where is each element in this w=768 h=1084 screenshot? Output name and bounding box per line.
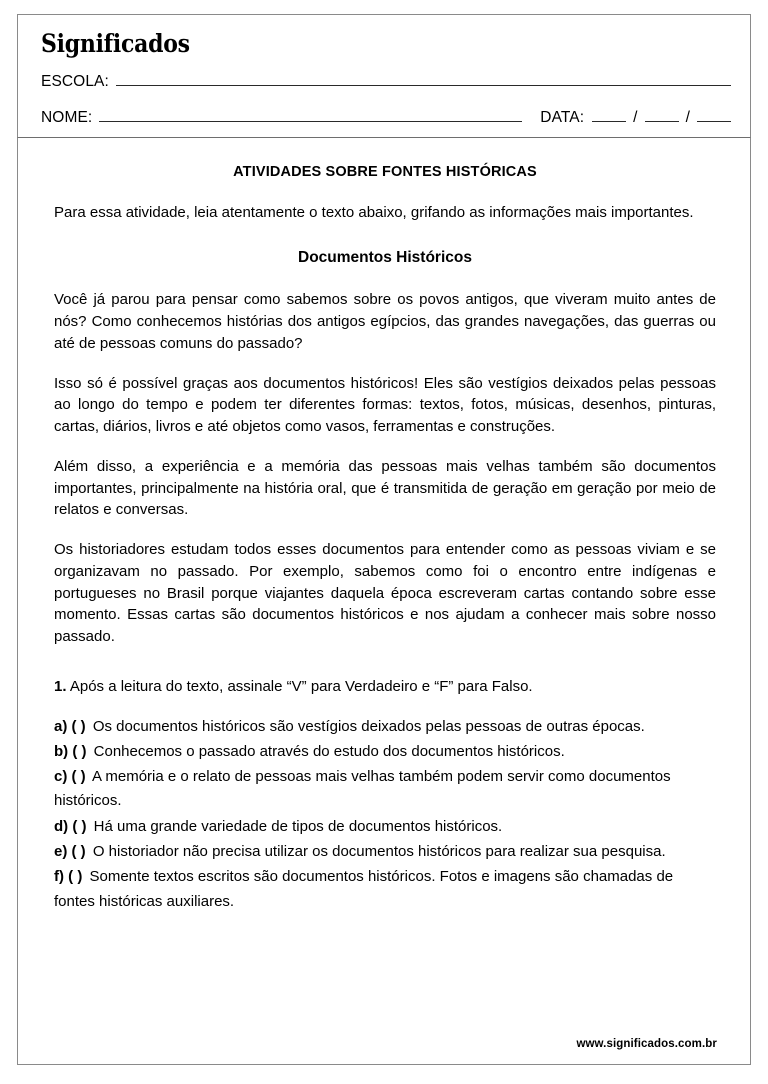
alternative-text: O historiador não precisa utilizar os documentos históricos para realizar sua pesquisa. xyxy=(88,843,666,861)
instruction-text: Para essa atividade, leia atentamente o texto abaixo, grifando as informações mais importantes. xyxy=(54,204,694,221)
date-field-label: DATA: xyxy=(540,109,585,126)
reading-paragraph: Isso só é possível graças aos documentos históricos! Eles são vestígios deixados pelas pessoas ao longo do tempo e podem ter diferentes formas: textos, fotos, músicas, desenhos, pinturas, cartas, diários, livros e até objetos como vasos, ferramentas e construções. xyxy=(54,374,716,436)
reading-paragraph: Você já parou para pensar como sabemos sobre os povos antigos, que viveram muito antes de nós? Como conhecemos histórias dos antigos egípcios, das grandes navegações, das guerras ou até de pessoas comuns do passado? xyxy=(54,291,716,352)
school-field-row xyxy=(41,73,731,91)
name-field-input[interactable] xyxy=(99,109,522,122)
worksheet-title: ATIVIDADES SOBRE FONTES HISTÓRICAS xyxy=(233,164,537,180)
alternative-marker[interactable]: a) ( ) xyxy=(54,717,86,735)
site-logo: Significados xyxy=(41,29,190,58)
alternative-item[interactable] xyxy=(54,715,716,739)
reading-text-title: Documentos Históricos xyxy=(298,249,472,267)
school-field-label: ESCOLA: xyxy=(41,73,109,90)
date-separator-1: / xyxy=(633,109,638,126)
worksheet-content xyxy=(54,164,716,915)
alternative-marker[interactable]: d) ( ) xyxy=(54,817,87,835)
header-box xyxy=(17,14,751,138)
reading-paragraph: Além disso, a experiência e a memória das pessoas mais velhas também são documentos importantes, principalmente na história oral, que é transmitida de geração em geração por meio de relatos e conversas. xyxy=(54,457,716,519)
alternative-text: Os documentos históricos são vestígios deixados pelas pessoas de outras épocas. xyxy=(88,717,645,735)
alternative-text: Há uma grande variedade de tipos de documentos históricos. xyxy=(89,817,503,835)
date-month-input[interactable] xyxy=(645,109,679,122)
name-field-label: NOME: xyxy=(41,109,93,126)
alternative-item[interactable] xyxy=(54,765,716,814)
name-field-row xyxy=(41,109,731,127)
date-separator-2: / xyxy=(685,109,690,126)
alternative-item[interactable] xyxy=(54,815,716,839)
question-block xyxy=(54,676,716,914)
alternative-text: Conhecemos o passado através do estudo dos documentos históricos. xyxy=(89,742,565,760)
reading-paragraph: Os historiadores estudam todos esses documentos para entender como as pessoas viviam e se organizavam no passado. Por exemplo, sabemos como foi o encontro entre indígenas e portugueses no Brasil porque viajantes daquela época escreveram cartas contando sobre esse momento. Essas cartas são documentos históricos e nos ajudam a conhecer mais sobre nosso passado. xyxy=(54,541,716,646)
date-field-group xyxy=(522,109,731,127)
question-number: 1. xyxy=(54,677,67,695)
body-box xyxy=(17,138,751,1065)
footer-url: www.significados.com.br xyxy=(576,1038,717,1050)
school-field-input[interactable] xyxy=(116,73,731,86)
question-prompt-text: Após a leitura do texto, assinale “V” para Verdadeiro e “F” para Falso. xyxy=(66,677,533,695)
alternative-marker[interactable]: b) ( ) xyxy=(54,742,87,760)
alternatives-list xyxy=(54,715,716,914)
alternative-marker[interactable]: c) ( ) xyxy=(54,768,86,786)
alternative-marker[interactable]: f) ( ) xyxy=(54,868,83,886)
date-year-input[interactable] xyxy=(697,109,731,122)
alternative-item[interactable] xyxy=(54,840,716,864)
date-day-input[interactable] xyxy=(592,109,626,122)
question-prompt xyxy=(54,676,716,698)
alternative-text: Somente textos escritos são documentos históricos. Fotos e imagens são chamadas de fontes históricas auxiliares. xyxy=(54,868,674,910)
alternative-item[interactable] xyxy=(54,740,716,764)
alternative-marker[interactable]: e) ( ) xyxy=(54,843,86,861)
alternative-text: A memória e o relato de pessoas mais velhas também podem servir como documentos históricos. xyxy=(54,768,671,810)
alternative-item[interactable] xyxy=(54,865,716,914)
